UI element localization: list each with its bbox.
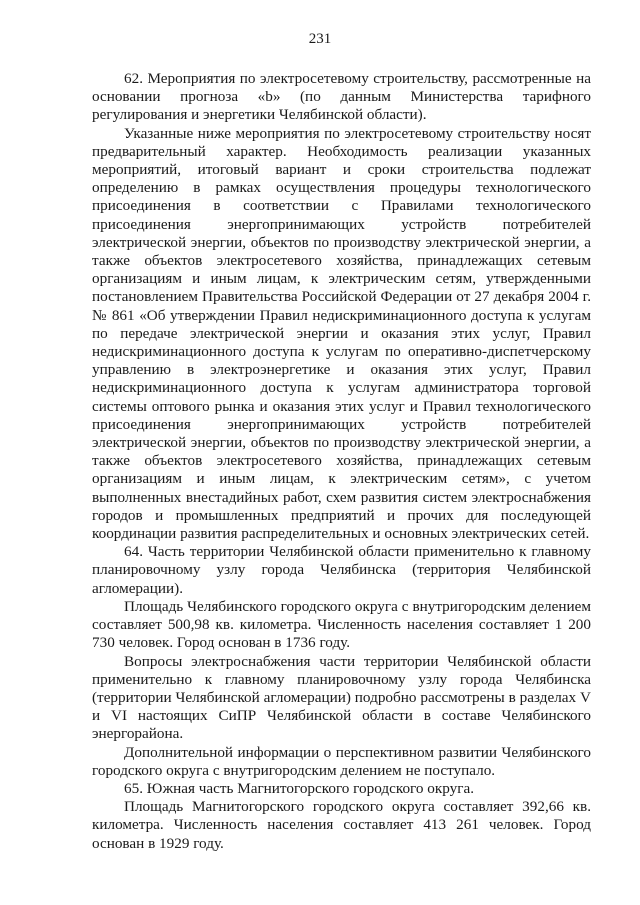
- paragraph-power-supply-questions: Вопросы электроснабжения части территории Челябинской области применительно к главному планировочному узлу города Челябинска (территории Челябинской агломерации) подробно рассмотрены в разделах V и VI настоящих СиПР Челябинской области в составе Челябинского энергорайона.: [92, 652, 591, 743]
- page-number: 231: [308, 31, 332, 47]
- paragraph-grid-measures: Указанные ниже мероприятия по электросетевому строительству носят предварительный характер. Необходимость реализации указанных мероприятий, итоговый вариант и сроки строительства подлежат определению в рамках осуществления процедуры технологического присоединения в соответствии с Правилами технологического присоединения энергопринимающих устройств потребителей электрической энергии, объектов по производству электрической энергии, а также объектов электросетевого хозяйства, принадлежащих сетевым организациям и иным лицам, к электрическим сетям, утвержденными постановлением Правительства Российской Федерации от 27 декабря 2004 г. № 861 «Об утверждении Правил недискриминационного доступа к услугам по передаче электрической энергии и оказания этих услуг, Правил недискриминационного доступа к услугам по оперативно-диспетчерскому управлению в электроэнергетике и оказания этих услуг, Правил недискриминационного доступа к услугам администратора торговой системы оптового рынка и оказания этих услуг и Правил технологического присоединения энергопринимающих устройств потребителей электрической энергии, объектов по производству электрической энергии, а также объектов электросетевого хозяйства, принадлежащих сетевым организациям и иным лицам, к электрическим сетям», с учетом выполненных внестадийных работ, схем развития систем электроснабжения городов и промышленных предприятий и прочих для последующей координации развития распределительных и основных электрических сетей.: [92, 124, 591, 543]
- paragraph-64-heading: 64. Часть территории Челябинской области применительно к главному планировочному узлу города Челябинска (территория Челябинской агломерации).: [92, 543, 591, 597]
- paragraph-magnitogorsk-area: Площадь Магнитогорского городского округа составляет 392,66 кв. километра. Численность населения составляет 413 261 человек. Город основан в 1929 году.: [92, 798, 591, 852]
- document-body: [92, 70, 591, 853]
- paragraph-additional-info: Дополнительной информации о перспективном развитии Челябинского городского округа с внутригородским делением не поступало.: [92, 743, 591, 779]
- paragraph-65-heading: 65. Южная часть Магнитогорского городского округа.: [124, 779, 475, 797]
- paragraph-chelyabinsk-area: Площадь Челябинского городского округа с внутригородским делением составляет 500,98 кв. километра. Численность населения составляет 1 200 730 человек. Город основан в 1736 году.: [92, 597, 591, 652]
- paragraph-62-heading: 62. Мероприятия по электросетевому строительству, рассмотренные на основании прогноза «b» (по данным Министерства тарифного регулирования и энергетики Челябинской области).: [92, 70, 591, 124]
